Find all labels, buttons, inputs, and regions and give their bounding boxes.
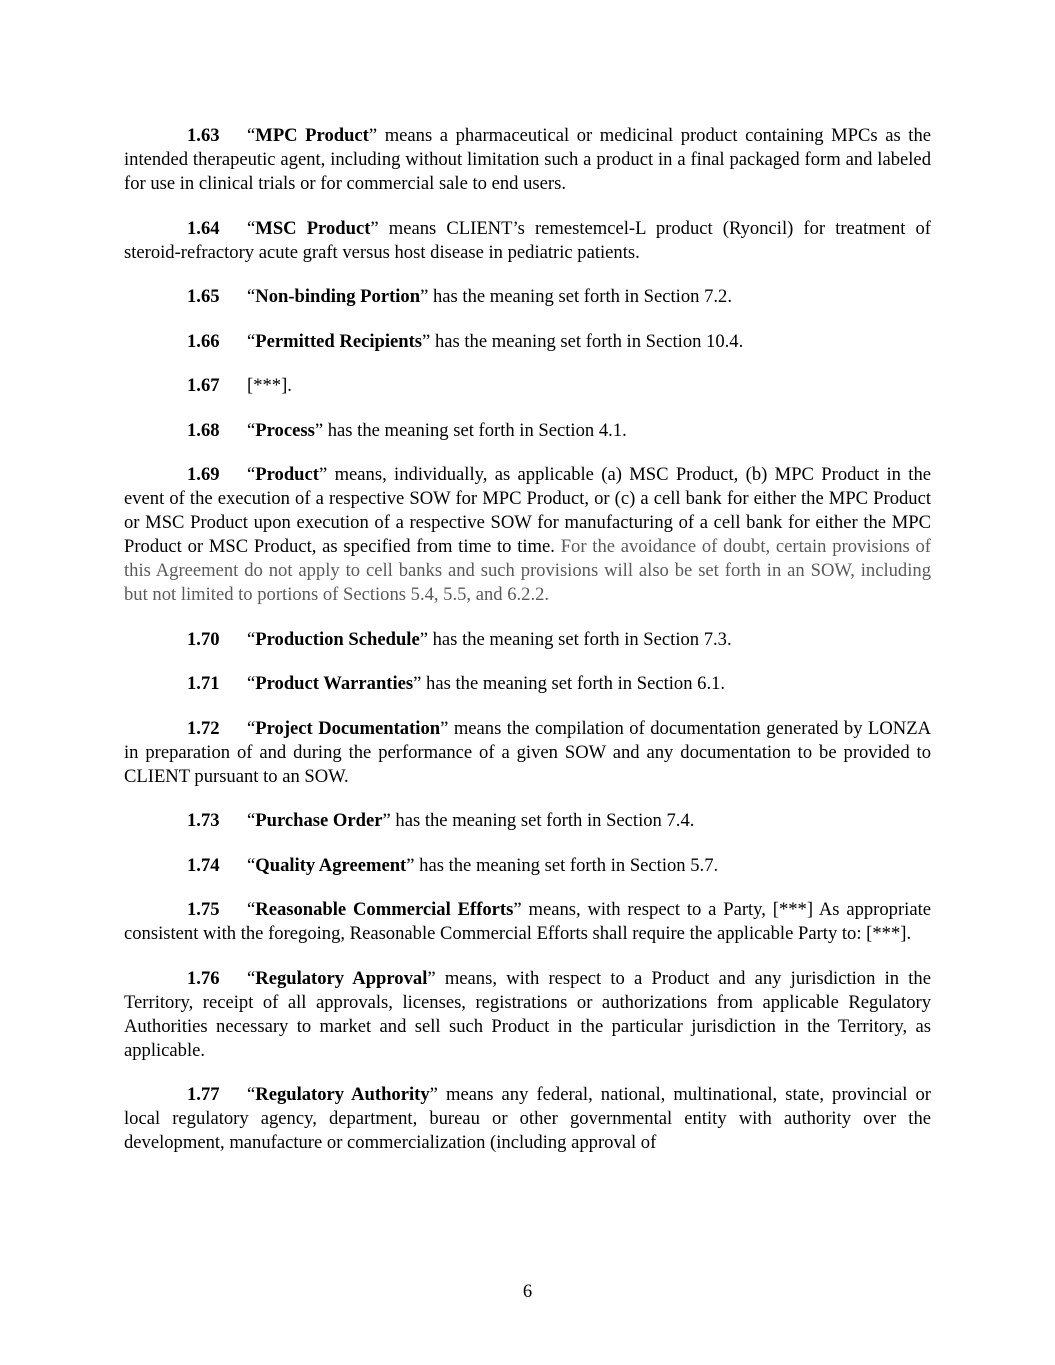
defined-term: Reasonable Commercial Efforts [255,899,514,920]
definition-section: 1.70 “Production Schedule” has the meaning set forth in Section 7.3. [187,628,732,650]
defined-term: Non-binding Portion [255,286,421,307]
definition-text: has the meaning set forth in Section 5.7. [414,854,719,876]
section-number: 1.67 [187,375,220,396]
definition-text: has the meaning set forth in Section 7.2. [428,286,732,307]
redacted-text: [***]. [247,375,292,396]
section-number: 1.73 [187,810,220,831]
section-number: 1.72 [187,717,220,739]
definition-text: has the meaning set forth in Section 7.4. [390,810,695,831]
definition-text: has the meaning set forth in Section 6.1. [421,673,726,694]
definition-section: 1.74 “Quality Agreement” has the meaning set forth in Section 5.7. [187,854,719,876]
page-number: 6 [522,1281,533,1302]
definition-text: means a pharmaceutical or medicinal product containing MPCs as the intended therapeutic agent, including without limitation such a product in a final packaged form and labeled for use in clinical trials or for commercial sale to end users. [124,125,931,194]
document-page [124,124,931,1176]
defined-term: Purchase Order [255,810,383,831]
section-number: 1.71 [187,673,220,694]
defined-term: MPC Product [255,125,369,146]
defined-term: Process [255,419,315,441]
section-number: 1.75 [187,899,220,920]
definition-section [124,374,931,398]
defined-term: Product Warranties [255,673,414,694]
section-number: 1.76 [187,967,220,989]
definition-section: 1.75 “Reasonable Commercial Efforts” means, with respect to a Party, [***] As appropriate consistent with the foregoing, Reasonable Commercial Efforts shall require the applicable Party to: [***]. [124,899,931,944]
definition-note-text: For the avoidance of doubt, certain provisions of this Agreement do not apply to cell banks and such provisions will also be set forth in an SOW, including but not limited to portions of Sections 5.4, 5.5, and 6.2.2. [124,536,931,605]
definition-section: 1.77 “Regulatory Authority” means any federal, national, multinational, state, provincial or local regulatory agency, department, bureau or other governmental entity with authority over the development, manufacture or commercialization (including approval of [124,1084,931,1153]
definition-section: 1.64 “MSC Product” means CLIENT’s remestemcel-L product (Ryoncil) for treatment of steroid-refractory acute graft versus host disease in pediatric patients. [124,217,931,263]
defined-term: Quality Agreement [255,854,407,876]
defined-term: Regulatory Authority [255,1084,430,1105]
definition-section: 1.72 “Project Documentation” means the compilation of documentation generated by LONZA in preparation of and during the performance of a given SOW and any documentation to be provided to CLIENT pursuant to an SOW. [124,717,931,787]
defined-term: MSC Product [255,217,371,239]
definition-text: means CLIENT’s remestemcel-L product (Ryoncil) for treatment of steroid-refractory acute graft versus host disease in pediatric patients. [124,217,931,263]
definition-text: means any federal, national, multinational, state, provincial or local regulatory agency, department, bureau or other governmental entity with authority over the development, manufacture or commercialization (including approval of [124,1084,931,1153]
defined-term: Permitted Recipients [255,330,423,352]
definition-text: means, individually, as applicable (a) MSC Product, (b) MPC Product in the event of the execution of a respective SOW for MPC Product, or (c) a cell bank for either the MPC Product or MSC Product upon execution of a respective SOW for manufacturing of a cell bank for either the MPC Product or MSC Product, as specified from time to time. [124,464,931,557]
definition-section: 1.73 “Purchase Order” has the meaning set forth in Section 7.4. [187,810,695,831]
section-number: 1.70 [187,628,220,650]
definition-text: means the compilation of documentation generated by LONZA in preparation of and during the performance of a given SOW and any documentation to be provided to CLIENT pursuant to an SOW. [124,717,931,787]
definition-text: means, with respect to a Party, [***] As appropriate consistent with the foregoing, Reasonable Commercial Efforts shall require the applicable Party to: [***]. [124,899,931,944]
section-number: 1.64 [187,217,220,239]
definition-section: 1.71 “Product Warranties” has the meaning set forth in Section 6.1. [187,673,726,694]
section-number: 1.66 [187,330,220,352]
definition-text: has the meaning set forth in Section 10.4. [430,330,744,352]
definition-section: 1.66 “Permitted Recipients” has the meaning set forth in Section 10.4. [187,330,744,352]
definition-section: 1.63 “MPC Product” means a pharmaceutical or medicinal product containing MPCs as the intended therapeutic agent, including without limitation such a product in a final packaged form and labeled for use in clinical trials or for commercial sale to end users. [124,125,931,194]
section-number: 1.74 [187,854,220,876]
definition-text: means, with respect to a Product and any jurisdiction in the Territory, receipt of all approvals, licenses, registrations or authorizations from applicable Regulatory Authorities necessary to market and sell such Product in the particular jurisdiction in the Territory, as applicable. [124,967,931,1061]
definition-section: 1.76 “Regulatory Approval” means, with respect to a Product and any jurisdiction in the Territory, receipt of all approvals, licenses, registrations or authorizations from applicable Regulatory Authorities necessary to market and sell such Product in the particular jurisdiction in the Territory, as applicable. [124,967,931,1061]
definition-text: has the meaning set forth in Section 4.1. [323,419,627,441]
section-number: 1.68 [187,419,220,441]
section-number: 1.63 [187,125,220,146]
section-number: 1.65 [187,286,220,307]
definition-section: 1.65 “Non-binding Portion” has the meaning set forth in Section 7.2. [187,286,732,307]
definition-section: 1.68 “Process” has the meaning set forth in Section 4.1. [187,419,627,441]
section-number: 1.69 [187,464,220,485]
definition-section: 1.69 “Product” means, individually, as applicable (a) MSC Product, (b) MPC Product in the event of the execution of a respective SOW for MPC Product, or (c) a cell bank for either the MPC Product or MSC Product upon execution of a respective SOW for manufacturing of a cell bank for either the MPC Product or MSC Product, as specified from time to time. For the avoidance of doubt, certain provisions of this Agreement do not apply to cell banks and such provisions will also be set forth in an SOW, including but not limited to portions of Sections 5.4, 5.5, and 6.2.2. [124,464,931,605]
defined-term: Project Documentation [255,717,441,739]
defined-term: Production Schedule [255,628,420,650]
definition-text: has the meaning set forth in Section 7.3. [427,628,732,650]
defined-term: Product [255,464,319,485]
section-number: 1.77 [187,1084,220,1105]
defined-term: Regulatory Approval [255,967,428,989]
